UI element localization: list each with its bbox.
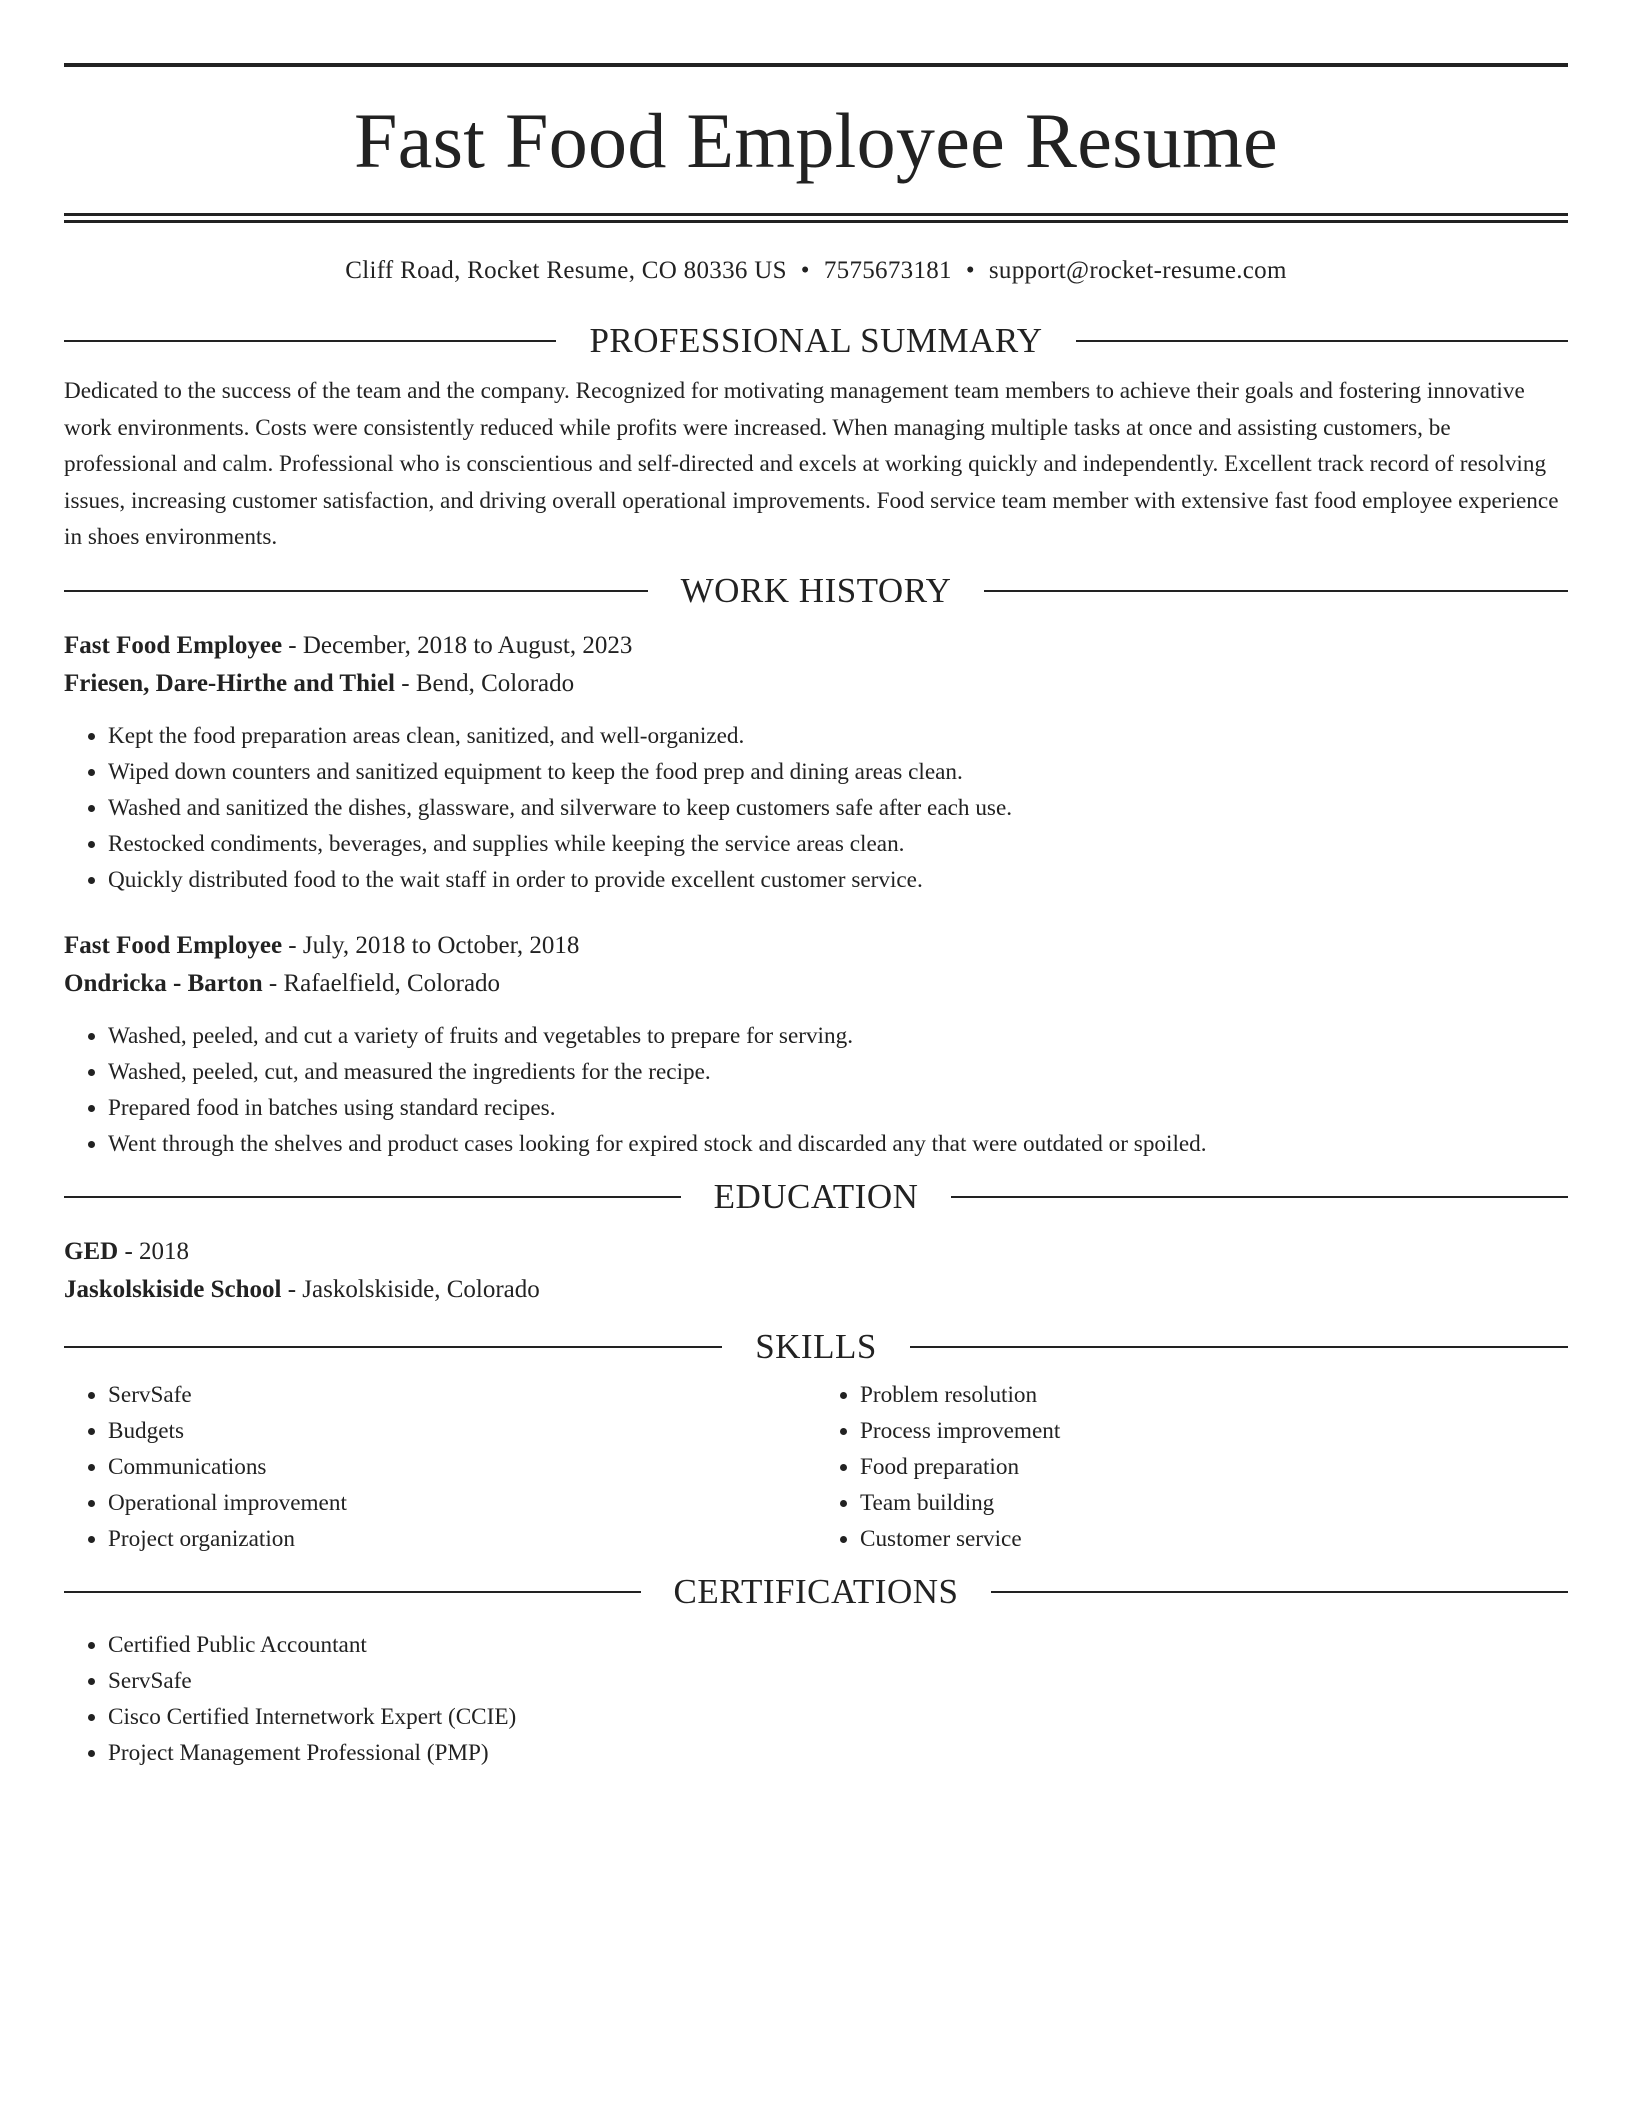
- list-item: • Project Management Professional (PMP): [108, 1735, 1568, 1771]
- contact-separator: •: [965, 257, 975, 284]
- heading-rule-right: [991, 1591, 1568, 1593]
- contact-line: [64, 256, 1568, 286]
- section-title: SKILLS: [755, 1326, 877, 1366]
- contact-address: Cliff Road, Rocket Resume, CO 80336 US: [345, 257, 787, 284]
- heading-rule-left: [64, 1346, 722, 1348]
- job-title-line: Fast Food Employee - December, 2018 to August, 2023: [64, 631, 633, 659]
- education-year: 2018: [139, 1237, 190, 1265]
- list-item: • Kept the food preparation areas clean, sanitized, and well-organized.: [108, 718, 1568, 754]
- heading-rule-right: [1076, 340, 1568, 342]
- list-item: • Washed, peeled, and cut a variety of fruits and vegetables to prepare for serving.: [108, 1018, 1568, 1054]
- list-item: • Process improvement: [860, 1413, 1568, 1449]
- list-item: • Quickly distributed food to the wait staff in order to provide excellent customer service.: [108, 862, 1568, 898]
- certifications-list: [64, 1627, 1568, 1771]
- job-company: Ondricka - Barton: [64, 969, 263, 997]
- resume-page: [64, 0, 1568, 1771]
- job-location: Rafaelfield, Colorado: [283, 969, 501, 997]
- job-entry: [64, 627, 1568, 898]
- job-entry: [64, 927, 1568, 1162]
- section-heading-work-history: [64, 570, 1568, 612]
- summary-text: Dedicated to the success of the team and the company. Recognized for motivating management team members to achieve their goals and fostering innovative work environments. Costs were consistently reduced while profits were increased. When managing multiple tasks at once and assisting customers, be professional and calm. Professional who is conscientious and self-directed and excels at working quickly and independently. Excellent track record of resolving issues, increasing customer satisfaction, and driving overall operational improvements. Food service team member with extensive fast food employee experience in shoes environments.: [64, 378, 1559, 550]
- job-dates: July, 2018 to October, 2018: [302, 931, 580, 959]
- heading-rule-left: [64, 1196, 681, 1198]
- heading-rule-left: [64, 1591, 641, 1593]
- list-item: • Prepared food in batches using standard recipes.: [108, 1090, 1568, 1126]
- list-item: • Washed and sanitized the dishes, glassware, and silverware to keep customers safe after each use.: [108, 790, 1568, 826]
- list-item: • Cisco Certified Internetwork Expert (CCIE): [108, 1699, 1568, 1735]
- job-title-line: Fast Food Employee - July, 2018 to October, 2018: [64, 931, 580, 959]
- list-item: • Problem resolution: [860, 1377, 1568, 1413]
- list-item: • Wiped down counters and sanitized equipment to keep the food prep and dining areas clean.: [108, 754, 1568, 790]
- list-item: • Team building: [860, 1485, 1568, 1521]
- header-double-rule: [64, 213, 1568, 223]
- contact-separator: •: [800, 257, 810, 284]
- job-dates: December, 2018 to August, 2023: [302, 631, 633, 659]
- job-duties-list: [64, 1018, 1568, 1162]
- list-item: • Customer service: [860, 1521, 1568, 1557]
- section-title: EDUCATION: [713, 1176, 919, 1216]
- section-heading-certifications: [64, 1571, 1568, 1613]
- list-item: • Went through the shelves and product cases looking for expired stock and discarded any that were outdated or spoiled.: [108, 1126, 1568, 1162]
- education-degree-line: GED - 2018: [64, 1237, 190, 1265]
- skills-list-left: [64, 1377, 816, 1557]
- list-item: • Operational improvement: [108, 1485, 816, 1521]
- job-company: Friesen, Dare-Hirthe and Thiel: [64, 669, 395, 697]
- job-title: Fast Food Employee: [64, 631, 283, 659]
- section-title: PROFESSIONAL SUMMARY: [589, 321, 1043, 360]
- education-entry: [64, 1233, 1568, 1309]
- heading-rule-left: [64, 590, 648, 592]
- education-degree: GED: [64, 1237, 119, 1265]
- heading-rule-right: [951, 1196, 1568, 1198]
- job-location: Bend, Colorado: [415, 669, 575, 697]
- list-item: • Restocked condiments, beverages, and supplies while keeping the service areas clean.: [108, 826, 1568, 862]
- job-title: Fast Food Employee: [64, 931, 283, 959]
- section-title: WORK HISTORY: [680, 570, 952, 610]
- skills-list-right: [816, 1377, 1568, 1557]
- heading-rule-right: [910, 1346, 1568, 1348]
- job-company-line: Friesen, Dare-Hirthe and Thiel - Bend, Colorado: [64, 669, 575, 697]
- list-item: • Project organization: [108, 1521, 816, 1557]
- resume-title: Fast Food Employee Resume: [354, 97, 1278, 184]
- contact-email: support@rocket-resume.com: [988, 257, 1287, 284]
- section-heading-skills: [64, 1326, 1568, 1368]
- education-location: Jaskolskiside, Colorado: [302, 1275, 540, 1303]
- section-heading-education: [64, 1176, 1568, 1218]
- contact-phone: 7575673181: [823, 257, 952, 284]
- heading-rule-left: [64, 340, 556, 342]
- list-item: • Communications: [108, 1449, 816, 1485]
- header-top-rule: [64, 63, 1568, 67]
- list-item: • Food preparation: [860, 1449, 1568, 1485]
- section-title: CERTIFICATIONS: [673, 1571, 959, 1611]
- skills-grid: [64, 1377, 1568, 1557]
- list-item: • ServSafe: [108, 1377, 816, 1413]
- education-school-line: Jaskolskiside School - Jaskolskiside, Colorado: [64, 1275, 540, 1303]
- heading-rule-right: [984, 590, 1568, 592]
- job-duties-list: [64, 718, 1568, 898]
- list-item: • Budgets: [108, 1413, 816, 1449]
- education-school: Jaskolskiside School: [64, 1275, 282, 1303]
- list-item: • ServSafe: [108, 1663, 1568, 1699]
- job-company-line: Ondricka - Barton - Rafaelfield, Colorado: [64, 969, 501, 997]
- list-item: • Certified Public Accountant: [108, 1627, 1568, 1663]
- list-item: • Washed, peeled, cut, and measured the ingredients for the recipe.: [108, 1054, 1568, 1090]
- section-heading-summary: [64, 320, 1568, 362]
